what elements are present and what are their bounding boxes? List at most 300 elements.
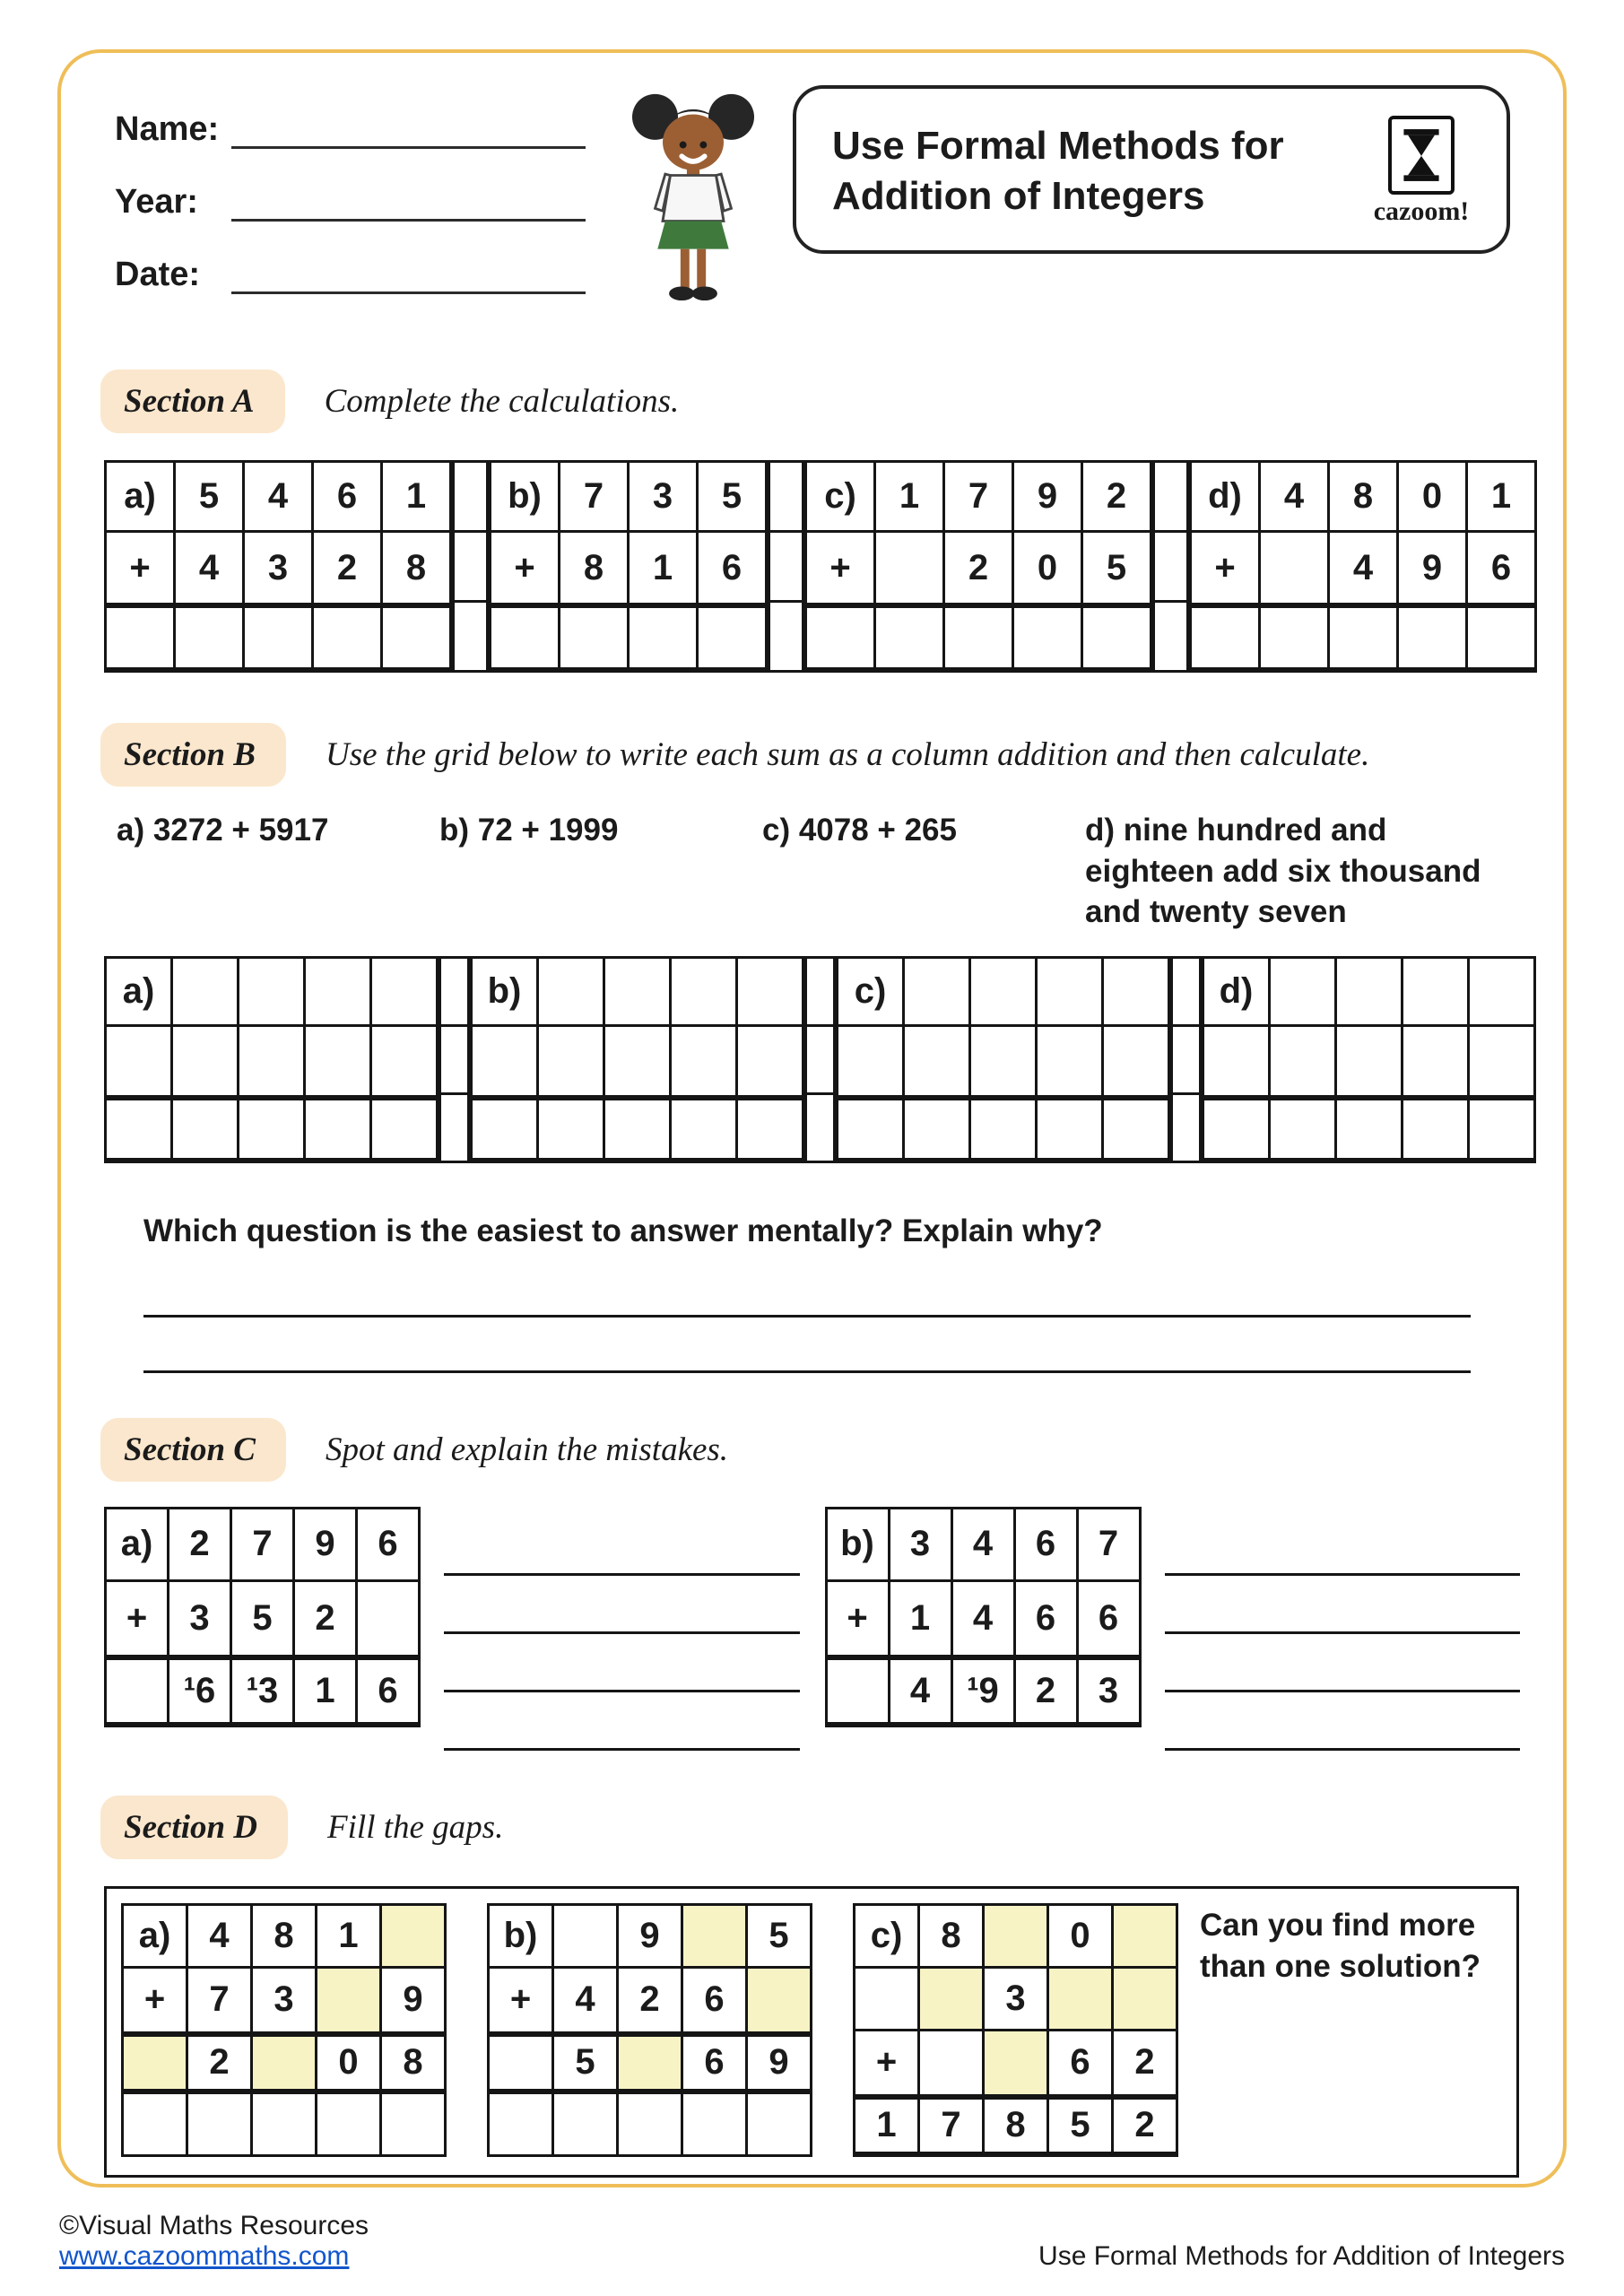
footer-left xyxy=(59,2211,369,2272)
grid-cell xyxy=(306,959,372,1027)
problem-b: b) 72 + 1999 xyxy=(439,813,619,848)
grid-cell: 8 xyxy=(920,1906,985,1969)
grid-cell: 4 xyxy=(953,1509,1016,1582)
problem-d: d) nine hundred and eighteen add six thousand and twenty seven xyxy=(1085,813,1481,929)
grid-cell xyxy=(605,1095,672,1163)
grid-cell xyxy=(807,959,836,1027)
grid-cell xyxy=(1038,1027,1104,1095)
grid-cell xyxy=(1468,603,1537,673)
hourglass-icon xyxy=(1388,116,1455,195)
grid-cell xyxy=(173,1027,239,1095)
grid-cell: 8 xyxy=(1330,463,1399,533)
grid-cell: + xyxy=(107,533,176,603)
write-line xyxy=(444,1576,800,1634)
section-b-header xyxy=(100,723,1563,787)
grid-cell xyxy=(306,1027,372,1095)
grid-cell xyxy=(372,959,439,1027)
grid-cell xyxy=(173,959,239,1027)
grid-cell xyxy=(838,1027,905,1095)
grid-cell xyxy=(920,1969,985,2031)
grid-cell xyxy=(905,1095,971,1163)
grid-cell: 2 xyxy=(1114,2031,1178,2094)
grid-cell xyxy=(554,2094,619,2157)
grid-cell: 8 xyxy=(383,533,452,603)
grid-cell: 1 xyxy=(630,533,699,603)
section-c-pill: Section C xyxy=(100,1418,286,1482)
grid-cell xyxy=(1104,959,1170,1027)
grid-cell: 2 xyxy=(1016,1655,1079,1727)
grid-cell: 5 xyxy=(699,463,768,533)
grid-cell: 6 xyxy=(358,1655,421,1727)
grid-cell xyxy=(1261,603,1330,673)
grid-cell xyxy=(738,1027,804,1095)
grid-cell xyxy=(985,2031,1049,2094)
section-b-pill: Section B xyxy=(100,723,286,787)
grid-cell: 6 xyxy=(1016,1509,1079,1582)
grid-cell xyxy=(1104,1027,1170,1095)
grid-cell xyxy=(490,2031,554,2094)
grid-cell xyxy=(245,603,314,673)
grid-cell: 1 xyxy=(876,463,945,533)
grid-cell xyxy=(683,1906,748,1969)
grid-cell xyxy=(372,1095,439,1163)
grid-cell xyxy=(770,533,804,603)
grid-cell xyxy=(1204,1095,1271,1163)
grid-cell xyxy=(490,2094,554,2157)
grid-cell: 2 xyxy=(619,1969,683,2031)
grid-cell: ¹6 xyxy=(169,1655,232,1727)
grid-cell: c) xyxy=(838,959,905,1027)
grid-cell xyxy=(828,1655,890,1727)
grid-cell: 2 xyxy=(188,2031,253,2094)
grid-cell: 6 xyxy=(683,2031,748,2094)
grid-cell xyxy=(1049,1969,1114,2031)
year-field-row xyxy=(115,183,617,222)
grid-cell xyxy=(738,1095,804,1163)
grid-cell xyxy=(748,1969,812,2031)
grid-cell: 5 xyxy=(554,2031,619,2094)
grid-cell xyxy=(1271,959,1337,1027)
grid-cell: d) xyxy=(1192,463,1261,533)
grid-cell: 9 xyxy=(1014,463,1083,533)
grid-cell xyxy=(539,1095,605,1163)
grid-cell xyxy=(317,2094,382,2157)
cazoom-link[interactable]: www.cazoommaths.com xyxy=(59,2241,350,2271)
write-line xyxy=(1165,1692,1521,1751)
grid-cell: 4 xyxy=(188,1906,253,1969)
footer xyxy=(59,2211,1565,2272)
grid-cell xyxy=(1104,1095,1170,1163)
grid-cell xyxy=(699,603,768,673)
problem-c: c) 4078 + 265 xyxy=(762,813,957,848)
addition-grid xyxy=(836,956,1170,1163)
grid-spacer-column xyxy=(768,460,804,673)
grid-cell xyxy=(1083,603,1152,673)
grid-cell xyxy=(619,2031,683,2094)
grid-cell: b) xyxy=(491,463,560,533)
addition-grid xyxy=(104,1507,421,1727)
grid-cell: b) xyxy=(828,1509,890,1582)
date-label: Date: xyxy=(115,256,201,293)
grid-cell: c) xyxy=(807,463,876,533)
grid-cell: 9 xyxy=(748,2031,812,2094)
cazoom-logo xyxy=(1363,116,1480,227)
grid-cell: 2 xyxy=(295,1582,358,1655)
year-label: Year: xyxy=(115,183,198,221)
grid-cell xyxy=(253,2094,317,2157)
addition-grid xyxy=(487,1903,812,2157)
grid-cell: 4 xyxy=(1330,533,1399,603)
grid-cell xyxy=(253,2031,317,2094)
grid-cell: b) xyxy=(490,1906,554,1969)
grid-cell: a) xyxy=(107,959,173,1027)
grid-cell: 8 xyxy=(560,533,630,603)
grid-cell xyxy=(441,1095,470,1163)
gap-grid-c xyxy=(853,1903,1178,2157)
grid-cell xyxy=(358,1582,421,1655)
grid-cell xyxy=(1173,959,1202,1027)
grid-cell: 1 xyxy=(317,1906,382,1969)
grid-cell: + xyxy=(124,1969,188,2031)
grid-cell xyxy=(905,1027,971,1095)
grid-cell xyxy=(1261,533,1330,603)
grid-cell xyxy=(1337,1095,1403,1163)
grid-cell xyxy=(1114,1969,1178,2031)
grid-cell xyxy=(1114,1906,1178,1969)
grid-cell xyxy=(971,959,1038,1027)
grid-cell: 1 xyxy=(1468,463,1537,533)
section-b-grid xyxy=(104,956,1563,1163)
addition-grid xyxy=(1189,460,1537,673)
grid-cell xyxy=(1038,1095,1104,1163)
name-field-row xyxy=(115,110,617,149)
grid-cell: 1 xyxy=(383,463,452,533)
date-field-row xyxy=(115,256,617,294)
write-line xyxy=(444,1634,800,1692)
addition-grid xyxy=(489,460,768,673)
grid-cell xyxy=(807,1095,836,1163)
grid-cell xyxy=(539,959,605,1027)
addition-grid xyxy=(121,1903,447,2157)
grid-cell xyxy=(173,1095,239,1163)
grid-cell xyxy=(455,533,489,603)
grid-cell xyxy=(1271,1095,1337,1163)
grid-cell xyxy=(1337,959,1403,1027)
grid-cell xyxy=(807,1027,836,1095)
grid-cell: 3 xyxy=(985,1969,1049,2031)
grid-cell: 6 xyxy=(699,533,768,603)
title-line-1: Use Formal Methods for xyxy=(832,123,1284,168)
grid-cell xyxy=(1038,959,1104,1027)
grid-cell xyxy=(441,959,470,1027)
grid-cell xyxy=(1204,1027,1271,1095)
title-box xyxy=(793,85,1510,254)
header xyxy=(100,85,1563,328)
grid-cell xyxy=(382,1906,447,1969)
grid-cell xyxy=(630,603,699,673)
grid-cell: 7 xyxy=(920,2094,985,2157)
grid-cell: d) xyxy=(1204,959,1271,1027)
grid-cell xyxy=(1403,1027,1470,1095)
grid-cell: 4 xyxy=(953,1582,1016,1655)
grid-cell xyxy=(605,1027,672,1095)
section-a-grid xyxy=(104,460,1563,673)
grid-cell: 6 xyxy=(358,1509,421,1582)
grid-cell: + xyxy=(491,533,560,603)
grid-cell: 4 xyxy=(245,463,314,533)
grid-cell xyxy=(441,1027,470,1095)
addition-grid xyxy=(104,956,439,1163)
grid-cell xyxy=(107,1655,169,1727)
grid-cell xyxy=(239,1027,306,1095)
gap-grid-b xyxy=(487,1903,812,2157)
grid-cell xyxy=(473,1095,539,1163)
grid-cell: 5 xyxy=(232,1582,295,1655)
grid-cell: 3 xyxy=(630,463,699,533)
grid-cell: 5 xyxy=(748,1906,812,1969)
grid-cell: 4 xyxy=(890,1655,953,1727)
write-line xyxy=(1165,1518,1521,1576)
grid-cell xyxy=(876,603,945,673)
name-line xyxy=(231,113,586,149)
grid-cell: 0 xyxy=(317,2031,382,2094)
section-a-header xyxy=(100,370,1563,433)
grid-cell: 0 xyxy=(1399,463,1468,533)
addition-grid xyxy=(1202,956,1536,1163)
grid-cell xyxy=(672,1095,738,1163)
grid-cell: + xyxy=(490,1969,554,2031)
grid-cell: 0 xyxy=(1049,1906,1114,1969)
grid-cell xyxy=(1155,603,1189,673)
section-c-instruction: Spot and explain the mistakes. xyxy=(326,1431,729,1468)
grid-cell xyxy=(920,2031,985,2094)
grid-cell: 3 xyxy=(1079,1655,1142,1727)
grid-cell xyxy=(491,603,560,673)
write-line xyxy=(444,1518,800,1576)
grid-cell xyxy=(748,2094,812,2157)
name-label: Name: xyxy=(115,110,220,148)
grid-spacer-column xyxy=(439,956,470,1163)
grid-cell: 2 xyxy=(1114,2094,1178,2157)
grid-cell xyxy=(306,1095,372,1163)
section-c-row xyxy=(104,1507,1545,1751)
grid-cell xyxy=(1155,533,1189,603)
footer-title: Use Formal Methods for Addition of Integers xyxy=(1038,2241,1565,2271)
explain-lines-b xyxy=(1165,1518,1521,1751)
grid-cell xyxy=(1470,1027,1536,1095)
grid-cell: 5 xyxy=(1049,2094,1114,2157)
grid-cell xyxy=(372,1027,439,1095)
more-solutions-note: Can you find more than one solution? xyxy=(1200,1907,1481,1984)
grid-cell: + xyxy=(807,533,876,603)
grid-cell: 1 xyxy=(295,1655,358,1727)
grid-cell xyxy=(1399,603,1468,673)
grid-cell xyxy=(619,2094,683,2157)
grid-cell: ¹3 xyxy=(232,1655,295,1727)
grid-cell xyxy=(1337,1027,1403,1095)
grid-cell: + xyxy=(107,1582,169,1655)
mistake-grid-a xyxy=(104,1507,421,1727)
grid-cell: a) xyxy=(107,1509,169,1582)
grid-cell xyxy=(539,1027,605,1095)
logo-wordmark: cazoom! xyxy=(1373,196,1470,226)
mental-question: Which question is the easiest to answer mentally? Explain why? xyxy=(143,1213,1103,1248)
grid-cell: + xyxy=(855,2031,920,2094)
worksheet-title xyxy=(832,121,1363,222)
grid-cell xyxy=(1014,603,1083,673)
section-b-problems xyxy=(117,810,1563,933)
grid-cell xyxy=(1470,1095,1536,1163)
grid-cell xyxy=(188,2094,253,2157)
mistake-grid-b xyxy=(825,1507,1142,1727)
section-d-instruction: Fill the gaps. xyxy=(327,1808,504,1846)
date-line xyxy=(231,258,586,294)
grid-cell: 2 xyxy=(169,1509,232,1582)
grid-cell: 0 xyxy=(1014,533,1083,603)
grid-cell xyxy=(770,603,804,673)
grid-cell xyxy=(560,603,630,673)
grid-cell: 8 xyxy=(253,1906,317,1969)
addition-grid xyxy=(825,1507,1142,1727)
problem-a: a) 3272 + 5917 xyxy=(117,813,329,848)
grid-cell xyxy=(383,603,452,673)
grid-cell xyxy=(605,959,672,1027)
grid-cell: a) xyxy=(107,463,176,533)
grid-spacer-column xyxy=(804,956,836,1163)
grid-cell: + xyxy=(828,1582,890,1655)
grid-cell: 4 xyxy=(1261,463,1330,533)
grid-cell xyxy=(1403,959,1470,1027)
grid-cell xyxy=(107,1095,173,1163)
grid-cell xyxy=(1470,959,1536,1027)
grid-cell: 7 xyxy=(232,1509,295,1582)
grid-cell: 1 xyxy=(855,2094,920,2157)
grid-cell xyxy=(1173,1095,1202,1163)
section-b-instruction: Use the grid below to write each sum as a column addition and then calculate. xyxy=(326,736,1370,773)
grid-cell xyxy=(317,1969,382,2031)
grid-cell xyxy=(455,463,489,533)
grid-cell: 6 xyxy=(683,1969,748,2031)
grid-cell xyxy=(672,959,738,1027)
grid-cell: 6 xyxy=(314,463,383,533)
girl-cartoon-icon xyxy=(617,89,769,308)
grid-cell xyxy=(971,1095,1038,1163)
grid-cell xyxy=(1155,463,1189,533)
addition-grid xyxy=(804,460,1152,673)
grid-cell: 7 xyxy=(188,1969,253,2031)
grid-cell xyxy=(971,1027,1038,1095)
grid-cell: 9 xyxy=(382,1969,447,2031)
section-d-pill: Section D xyxy=(100,1796,288,1859)
mental-answer-lines xyxy=(143,1262,1471,1373)
grid-cell: 4 xyxy=(176,533,245,603)
grid-cell xyxy=(855,1969,920,2031)
grid-cell xyxy=(1330,603,1399,673)
grid-cell: 5 xyxy=(1083,533,1152,603)
grid-cell xyxy=(807,603,876,673)
grid-cell: 2 xyxy=(945,533,1014,603)
grid-cell xyxy=(738,959,804,1027)
grid-cell: 9 xyxy=(295,1509,358,1582)
grid-cell: a) xyxy=(124,1906,188,1969)
grid-cell: 7 xyxy=(945,463,1014,533)
grid-spacer-column xyxy=(1152,460,1189,673)
grid-cell: 1 xyxy=(890,1582,953,1655)
grid-cell xyxy=(382,2094,447,2157)
grid-cell xyxy=(770,463,804,533)
section-a-pill: Section A xyxy=(100,370,285,433)
gap-grid-a xyxy=(121,1903,447,2157)
grid-cell xyxy=(124,2094,188,2157)
grid-cell xyxy=(876,533,945,603)
grid-cell xyxy=(1271,1027,1337,1095)
write-line xyxy=(1165,1634,1521,1692)
mascot-girl-illustration xyxy=(617,89,769,312)
grid-cell: ¹9 xyxy=(953,1655,1016,1727)
title-line-2: Addition of Integers xyxy=(832,174,1205,218)
student-fields xyxy=(115,85,617,328)
grid-cell: 9 xyxy=(619,1906,683,1969)
page-border-frame xyxy=(57,49,1567,2187)
section-c-header xyxy=(100,1418,1563,1482)
write-line xyxy=(1165,1576,1521,1634)
copyright-text: ©Visual Maths Resources xyxy=(59,2211,369,2240)
grid-cell xyxy=(838,1095,905,1163)
section-a-instruction: Complete the calculations. xyxy=(324,383,680,420)
grid-cell: 8 xyxy=(985,2094,1049,2157)
grid-cell xyxy=(672,1027,738,1095)
grid-cell: 6 xyxy=(1468,533,1537,603)
grid-cell xyxy=(473,1027,539,1095)
grid-cell xyxy=(107,1027,173,1095)
grid-cell: + xyxy=(1192,533,1261,603)
grid-cell xyxy=(239,959,306,1027)
grid-cell xyxy=(985,1906,1049,1969)
addition-grid xyxy=(104,460,452,673)
grid-cell: 8 xyxy=(382,2031,447,2094)
grid-cell: 4 xyxy=(554,1969,619,2031)
grid-cell: 3 xyxy=(245,533,314,603)
grid-cell: 6 xyxy=(1079,1582,1142,1655)
grid-cell: 2 xyxy=(314,533,383,603)
grid-cell xyxy=(905,959,971,1027)
grid-cell xyxy=(455,603,489,673)
grid-cell: 6 xyxy=(1049,2031,1114,2094)
grid-cell: 9 xyxy=(1399,533,1468,603)
write-line xyxy=(444,1692,800,1751)
grid-cell xyxy=(176,603,245,673)
grid-cell: 7 xyxy=(560,463,630,533)
grid-cell xyxy=(683,2094,748,2157)
grid-cell xyxy=(554,1906,619,1969)
explain-lines-a xyxy=(444,1518,800,1751)
addition-grid xyxy=(853,1903,1178,2157)
grid-cell: c) xyxy=(855,1906,920,1969)
section-d-header xyxy=(100,1796,1563,1859)
grid-cell: 5 xyxy=(176,463,245,533)
grid-cell xyxy=(945,603,1014,673)
grid-cell: 3 xyxy=(169,1582,232,1655)
grid-cell xyxy=(314,603,383,673)
grid-cell xyxy=(1192,603,1261,673)
answer-line xyxy=(143,1262,1471,1318)
addition-grid xyxy=(470,956,804,1163)
grid-cell: 3 xyxy=(890,1509,953,1582)
section-d-box xyxy=(104,1886,1519,2178)
grid-cell xyxy=(1403,1095,1470,1163)
answer-line xyxy=(143,1318,1471,1373)
grid-cell xyxy=(1173,1027,1202,1095)
